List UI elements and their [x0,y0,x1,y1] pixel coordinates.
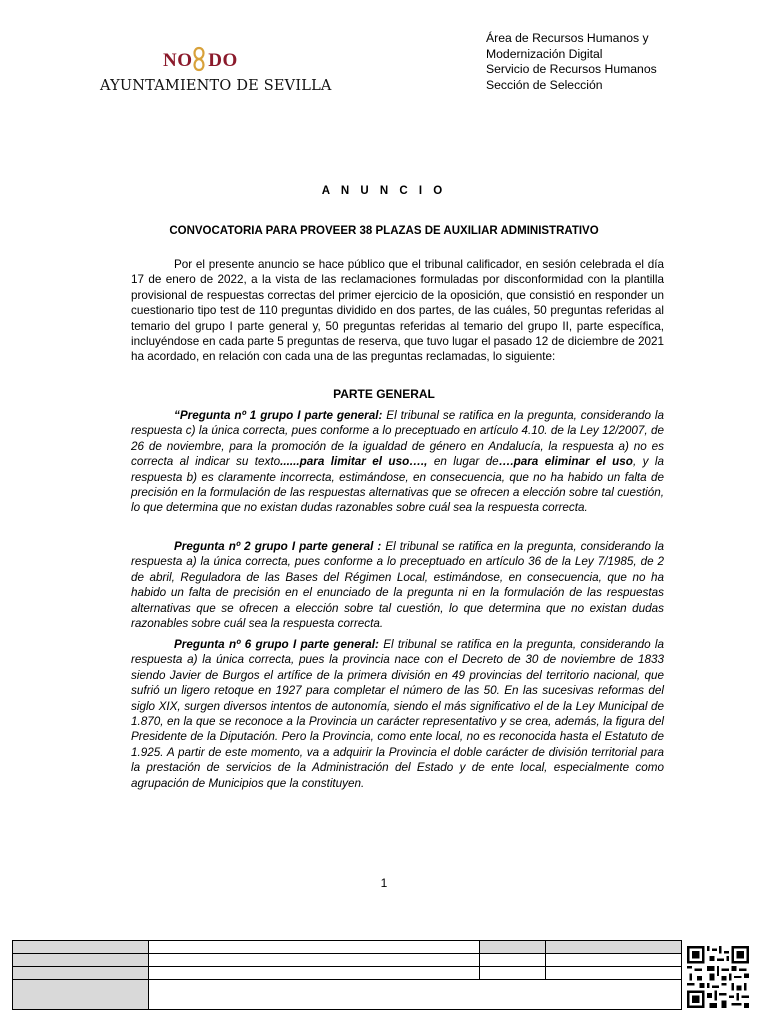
table-value-cell [480,967,546,980]
header-line: Sección de Selección [486,77,603,92]
intro-paragraph [131,257,664,365]
table-value-cell [149,954,480,967]
question-1-text-b: en lugar de [427,455,499,469]
table-value-cell [546,967,682,980]
table-value-cell [480,954,546,967]
table-value-cell [149,980,682,1010]
question-2-label: Pregunta nº 2 grupo I parte general : [174,540,382,553]
question-1-text-c: , y la respuesta b) es claramente incorrecta, estimándose, en consecuencia, que no ha habido un falta de precisión en la formulación de las respuestas alternativas que se ofrecen a elección sobre tal cuestión, lo que determina que no existan dudas razonables sobre cuál sea la respuesta correcta. [131,455,664,515]
convocatoria-title: CONVOCATORIA PARA PROVEER 38 PLAZAS DE AUXILIAR ADMINISTRATIVO [169,225,599,237]
ayuntamiento-logo [97,44,332,98]
question-2-text: El tribunal se ratifica en la pregunta, considerando la respuesta a) la única correcta, pues conforme a lo preceptuado en artículo 36 de la Ley 7/1985, de 2 de abril, Reguladora de las Bases del Régimen Local, estimándose, en consecuencia, que no ha habido un falta de precisión en el enunciado de la pregunta ni en la formulación de las respuestas alternativas que se ofrecen a elección sobre tal cuestión, lo que determina que no existan dudas razonables sobre cuál sea la respuesta correcta. [131,540,664,631]
question-6-label: Pregunta nº 6 grupo I parte general: [174,638,379,651]
org-name: AYUNTAMIENTO DE SEVILLA [100,78,332,94]
question-1-bold-b: ….para eliminar el uso [498,455,633,469]
question-6-paragraph [131,637,664,791]
section-heading: PARTE GENERAL [333,387,435,401]
table-label-cell [13,980,149,1010]
department-header [486,31,657,93]
question-1-text-a: El tribunal se ratifica en la pregunta, considerando la respuesta c) la única correcta, pues conforme a lo preceptuado en artículo 4.10. de la Ley 12/2007, de 26 de noviembre, para la promoción de la igualdad de género en Andalucía, la respuesta a) no es correcta al indicar su texto [131,409,664,469]
question-1-label: “Pregunta nº 1 grupo I parte general: [174,409,383,422]
question-2-paragraph [131,539,664,631]
question-6-text: El tribunal se ratifica en la pregunta, considerando la respuesta a) la única correcta, pues la provincia nace con el Decreto de 30 de noviembre de 1833 siendo Javier de Burgos el artífice de la primera división en 49 provincias del territorio nacional, que sufrió un ligero retoque en 1927 para completar el número de las 50. En las sucesivas reformas del siglo XIX, surgen diversos intentos de autonomía, siendo el más significativo el de la Ley Municipal de 1.870, en la que se reconoce a la Provincia un carácter representativo y se crea, además, la figura del Presidente de la Diputación. Pero la Provincia, como ente local, no es reconocida hasta el Estatuto de 1.925. A partir de este momento, va a adquirir la Provincia el doble carácter de división territorial para la prestación de servicios de la Administración del Estado y de ente local, especialmente como agrupación de Municipios que la constituyen. [131,638,664,790]
table-label-cell [13,954,149,967]
page-number: 1 [380,876,388,890]
nodo-emblem: NO DO [163,50,238,71]
table-value-cell [546,954,682,967]
table-label-cell [13,967,149,980]
header-line: Modernización Digital [486,46,603,61]
header-line: Servicio de Recursos Humanos [486,62,657,76]
anuncio-heading: A N U N C I O [321,185,447,197]
table-label-cell [546,941,682,954]
table-label-cell [480,941,546,954]
table-value-cell [149,941,480,954]
intro-text: Por el presente anuncio se hace público que el tribunal calificador, en sesión celebrada el día 17 de enero de 2022, a la vista de las reclamaciones formuladas por disconformidad con la plantilla provisional de respuestas correctas del primer ejercicio de la oposición, que consistió en responder un cuestionario tipo test de 110 preguntas dividido en dos partes, de las cuáles, 50 preguntas referidas al temario del grupo I parte general y, 50 preguntas referidas al temario del grupo II, parte específica, incluyéndose en cada parte 5 preguntas de reserva, que tuvo lugar el pasado 12 de diciembre de 2021 ha acordado, en relación con cada una de las preguntas reclamadas, lo siguiente: [131,258,664,364]
madeja-knot-icon [192,46,206,72]
signature-verification-table [12,940,682,1010]
table-value-cell [149,967,480,980]
header-line: Área de Recursos Humanos y [486,31,649,45]
question-1-paragraph [131,408,664,516]
table-label-cell [13,941,149,954]
qr-code-icon [687,946,749,1008]
question-1-bold-a: ......para limitar el uso…., [280,455,428,469]
